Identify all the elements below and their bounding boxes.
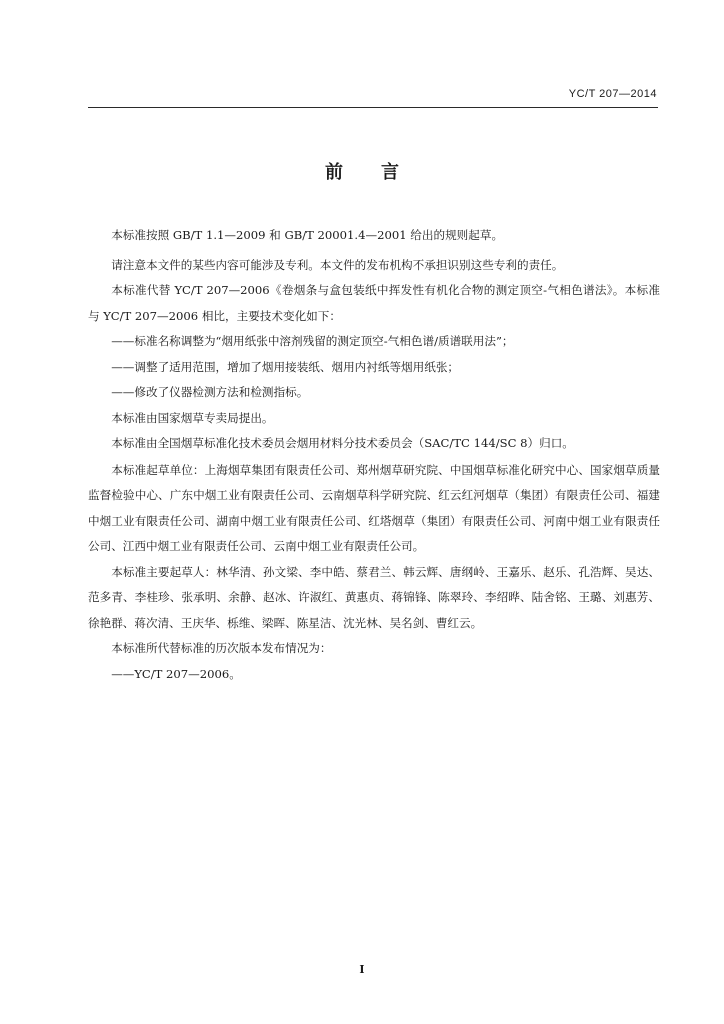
header-rule [88,107,658,108]
paragraph-replacement: 本标准代替 YC/T 207—2006《卷烟条与盒包装纸中挥发性有机化合物的测定顶空-气相色谱法》。本标准与 YC/T 207—2006 相比，主要技术变化如下： [88,283,660,323]
paragraph-change-2: ——调整了适用范围，增加了烟用接装纸、烟用内衬纸等烟用纸张； [111,359,460,374]
paragraph-change-1: ——标准名称调整为“烟用纸张中溶剂残留的测定顶空-气相色谱/质谱联用法”； [111,334,514,348]
paragraph-patent-notice: 请注意本文件的某些内容可能涉及专利。本文件的发布机构不承担识别这些专利的责任。 [111,257,564,272]
body-text [88,223,660,687]
standard-code: YC/T 207—2014 [568,88,657,100]
paragraph-change-3: ——修改了仪器检测方法和检测指标。 [111,385,309,399]
page-number: I [359,963,365,976]
paragraph-drafters: 本标准主要起草人：林华清、孙文梁、李中皓、蔡君兰、韩云辉、唐纲岭、王嘉乐、赵乐、孔浩辉、吴达、范多青、李桂珍、张承明、余静、赵冰、许淑红、黄惠贞、蒋锦锋、陈翠玲、李绍晔、陆舍铭、王璐、刘惠芳、徐艳群、蒋次清、王庆华、栎维、梁晖、陈星洁、沈光林、吴名剑、曹红云。 [88,564,660,630]
paragraph-proposer: 本标准由国家烟草专卖局提出。 [111,410,274,425]
paragraph-committee: 本标准由全国烟草标准化技术委员会烟用材料分技术委员会（SAC/TC 144/SC 8）归口。 [111,436,574,450]
paragraph-drafting-units: 本标准起草单位：上海烟草集团有限责任公司、郑州烟草研究院、中国烟草标准化研究中心、国家烟草质量监督检验中心、广东中烟工业有限责任公司、云南烟草科学研究院、红云红河烟草（集团）有限责任公司、福建中烟工业有限责任公司、湖南中烟工业有限责任公司、红塔烟草（集团）有限责任公司、河南中烟工业有限责任公司、江西中烟工业有限责任公司、云南中烟工业有限责任公司。 [88,462,660,553]
paragraph-history-intro: 本标准所代替标准的历次版本发布情况为： [111,641,332,655]
paragraph-history-item: ——YC/T 207—2006。 [111,666,241,681]
page-title: 前言 [325,162,437,183]
paragraph-drafting-rules: 本标准按照 GB/T 1.1—2009 和 GB/T 20001.4—2001 给出的规则起草。 [111,228,504,242]
